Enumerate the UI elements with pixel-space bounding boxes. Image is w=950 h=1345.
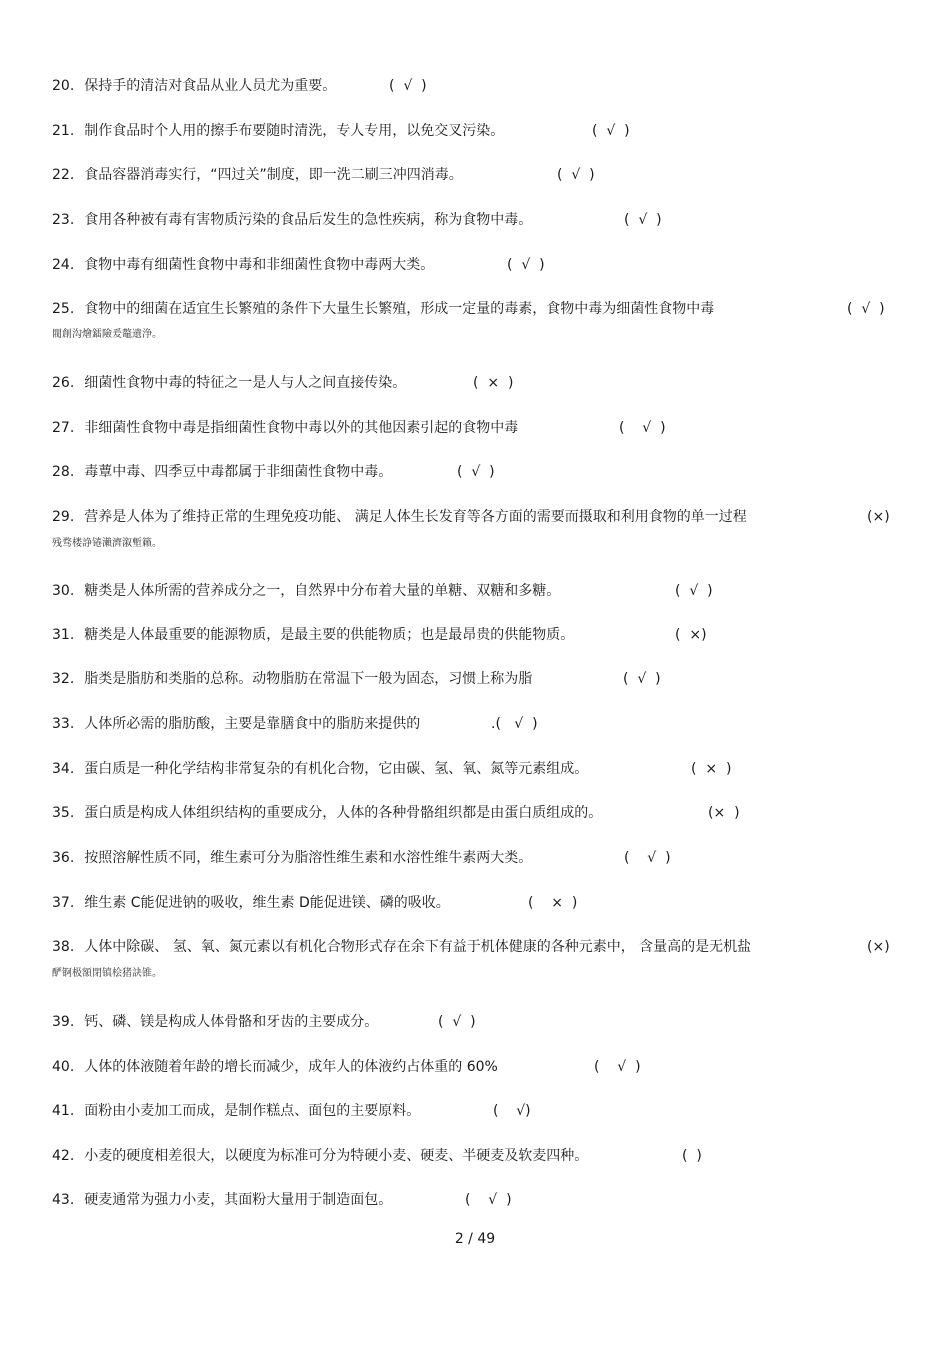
question-text: 保持手的清洁对食品从业人员尤为重要。 (84, 78, 337, 94)
question-text: 制作食品时个人用的擦手布要随时清洗，专人专用，以免交叉污染。 (84, 123, 505, 139)
question-item (52, 256, 910, 274)
question-text: 毒蕈中毒、四季豆中毒都属于非细菌性食物中毒。 (84, 464, 393, 480)
answer-mark: ( × ) (691, 761, 732, 777)
question-item (52, 419, 910, 437)
answer-mark: ( ) (682, 1148, 702, 1164)
question-number: 30. (52, 583, 75, 599)
garbled-note: 残骛楼諍锩瀨濟溆塹籟。 (52, 538, 162, 549)
question-item (52, 1147, 910, 1165)
garbled-note: 酽锕极額閉镇桧猪訣锥。 (52, 968, 162, 979)
answer-mark: ( √ ) (507, 257, 545, 273)
question-text: 营养是人体为了维持正常的生理免疫功能、 满足人体生长发育等各方面的需要而摄取和利用食物的单一过程 (84, 509, 747, 525)
answer-mark: ( √ ) (847, 301, 885, 317)
question-text: 食物中毒有细菌性食物中毒和非细菌性食物中毒两大类。 (84, 257, 435, 273)
question-number: 25. (52, 301, 75, 317)
question-number: 32. (52, 671, 75, 687)
question-number: 21. (52, 123, 75, 139)
answer-mark: ( √ ) (592, 123, 630, 139)
question-item (52, 715, 910, 733)
answer-mark: ( √ ) (438, 1014, 476, 1030)
question-text: 细菌性食物中毒的特征之一是人与人之间直接传染。 (84, 375, 407, 391)
question-text: 食用各种被有毒有害物质污染的食品后发生的急性疾病，称为食物中毒。 (84, 212, 533, 228)
answer-mark: ( √ ) (623, 671, 661, 687)
answer-mark: ( × ) (528, 895, 578, 911)
question-item (52, 211, 910, 229)
question-number: 27. (52, 420, 75, 436)
question-text: 脂类是脂肪和类脂的总称。动物脂肪在常温下一般为固态，习惯上称为脂 (84, 671, 533, 687)
answer-mark: ( √ ) (624, 850, 671, 866)
question-number: 37. (52, 895, 75, 911)
question-number: 43. (52, 1192, 75, 1208)
question-item (52, 508, 910, 526)
question-item (52, 849, 910, 867)
question-item (52, 1058, 910, 1076)
answer-mark: ( √ ) (619, 420, 666, 436)
question-text: 钙、磷、镁是构成人体骨骼和牙齿的主要成分。 (84, 1014, 379, 1030)
question-item (52, 626, 910, 644)
answer-mark: ( √ ) (557, 167, 595, 183)
answer-mark: ( √ ) (457, 464, 495, 480)
question-item (52, 122, 910, 140)
question-item (52, 1013, 910, 1031)
question-number: 34. (52, 761, 75, 777)
question-item (52, 463, 910, 481)
question-item (52, 804, 910, 822)
question-number: 31. (52, 627, 75, 643)
question-item (52, 300, 910, 318)
question-text: 非细菌性食物中毒是指细菌性食物中毒以外的其他因素引起的食物中毒 (84, 420, 519, 436)
question-text: 面粉由小麦加工而成，是制作糕点、面包的主要原料。 (84, 1103, 421, 1119)
question-text: 硬麦通常为强力小麦，其面粉大量用于制造面包。 (84, 1192, 393, 1208)
question-number: 36. (52, 850, 75, 866)
question-text: 糖类是人体最重要的能源物质，是最主要的供能物质；也是最昂贵的供能物质。 (84, 627, 575, 643)
question-item (52, 77, 910, 95)
question-text: 蛋白质是构成人体组织结构的重要成分，人体的各种骨骼组织都是由蛋白质组成的。 (84, 805, 603, 821)
answer-mark: (×) (867, 939, 890, 955)
question-number: 28. (52, 464, 75, 480)
question-text: 按照溶解性质不同，维生素可分为脂溶性维生素和水溶性维牛素两大类。 (84, 850, 533, 866)
question-text: 人体的体液随着年龄的增长而减少，成年人的体液约占体重的 60% (84, 1059, 498, 1075)
question-number: 22. (52, 167, 75, 183)
answer-mark: ( ×) (675, 627, 707, 643)
question-number: 42. (52, 1148, 75, 1164)
question-item (52, 1102, 910, 1120)
answer-mark: ( √) (493, 1103, 531, 1119)
question-item (52, 894, 910, 912)
question-item (52, 760, 910, 778)
question-number: 33. (52, 716, 75, 732)
question-number: 29. (52, 509, 75, 525)
question-text: 小麦的硬度相差很大，以硬度为标准可分为特硬小麦、硬麦、半硬麦及软麦四种。 (84, 1148, 589, 1164)
answer-mark: ( × ) (473, 375, 514, 391)
question-item (52, 938, 910, 956)
question-number: 26. (52, 375, 75, 391)
question-text: 人体所必需的脂肪酸，主要是靠膳食中的脂肪来提供的 (84, 716, 421, 732)
question-number: 35. (52, 805, 75, 821)
question-text: 蛋白质是一种化学结构非常复杂的有机化合物，它由碳、氢、氧、氮等元素组成。 (84, 761, 589, 777)
answer-mark: .( √ ) (491, 716, 538, 732)
question-item (52, 374, 910, 392)
answer-mark: (×) (867, 509, 890, 525)
question-item (52, 166, 910, 184)
question-number: 24. (52, 257, 75, 273)
answer-mark: (× ) (708, 805, 740, 821)
question-number: 41. (52, 1103, 75, 1119)
answer-mark: ( √ ) (624, 212, 662, 228)
question-text: 人体中除碳、 氢、氧、氮元素以有机化合物形式存在余下有益于机体健康的各种元素中， 含量高的是无机盐 (84, 939, 752, 955)
question-text: 食品容器消毒实行，“四过关”制度，即一洗二刷三冲四消毒。 (84, 167, 463, 183)
answer-mark: ( √ ) (594, 1059, 641, 1075)
page-number: 2 / 49 (454, 1231, 496, 1247)
question-number: 20. (52, 78, 75, 94)
question-item (52, 670, 910, 688)
question-item (52, 582, 910, 600)
garbled-note: 閥創沟燴鐳險爰鼇遺浄。 (52, 329, 162, 340)
question-text: 糖类是人体所需的营养成分之一，自然界中分布着大量的单糖、双糖和多糖。 (84, 583, 561, 599)
question-number: 39. (52, 1014, 75, 1030)
question-item (52, 1191, 910, 1209)
question-number: 23. (52, 212, 75, 228)
question-text: 食物中的细菌在适宜生长繁殖的条件下大量生长繁殖，形成一定量的毒素，食物中毒为细菌性食物中毒 (84, 301, 715, 317)
question-number: 40. (52, 1059, 75, 1075)
question-number: 38. (52, 939, 75, 955)
question-text: 维生素 C能促进钠的吸收，维生素 D能促进镁、磷的吸收。 (84, 895, 450, 911)
answer-mark: ( √ ) (465, 1192, 512, 1208)
answer-mark: ( √ ) (389, 78, 427, 94)
answer-mark: ( √ ) (675, 583, 713, 599)
